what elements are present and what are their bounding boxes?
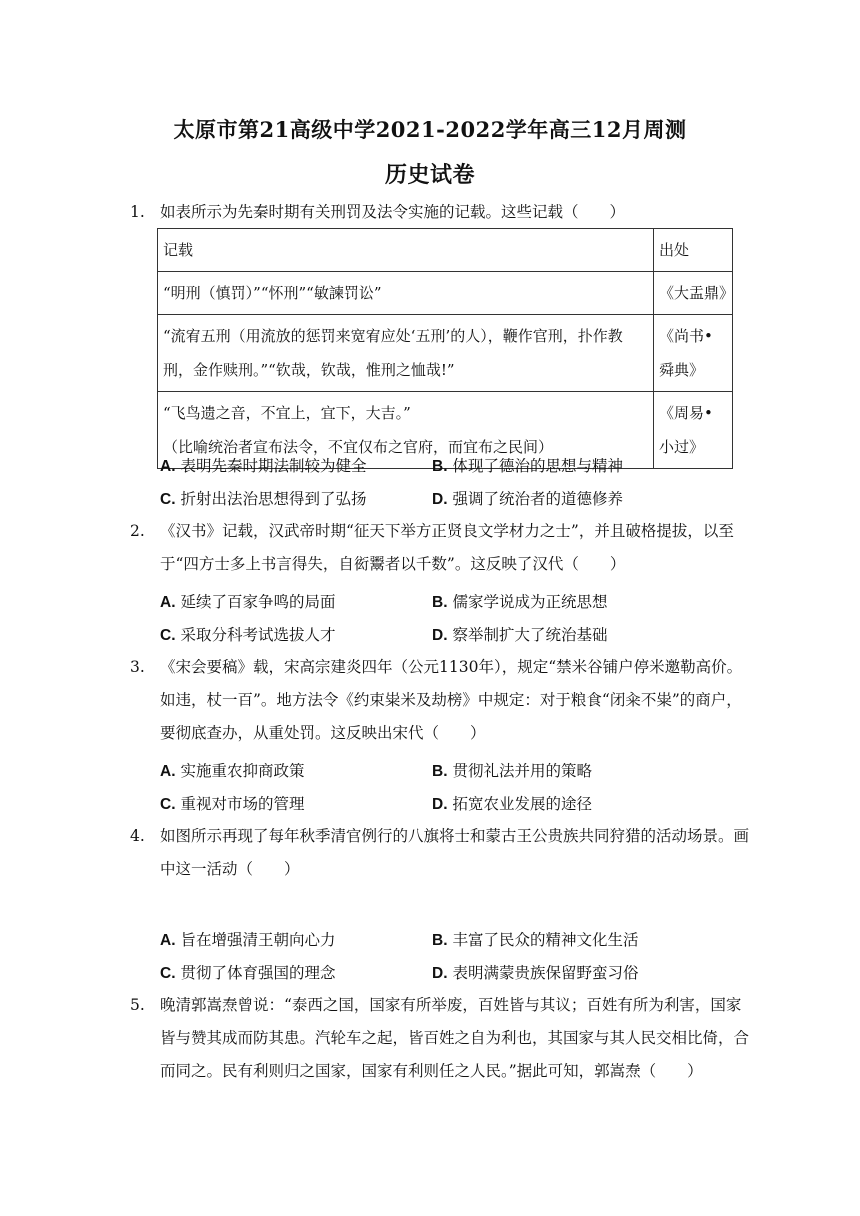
option-c[interactable] bbox=[160, 961, 335, 983]
question-1 bbox=[130, 196, 750, 229]
records-table bbox=[157, 228, 733, 469]
option-text: 察举制扩大了统治基础 bbox=[452, 626, 608, 644]
table-cell-line: “飞鸟遗之音，不宜上，宜下，大吉。” bbox=[163, 404, 411, 422]
table-cell: 《尚书•舜典》 bbox=[654, 315, 733, 392]
question-number: 5. bbox=[130, 996, 145, 1014]
question-stem-line: 如图所示再现了每年秋季清官例行的八旗将士和蒙古王公贵族共同狩猎的活动场景。画 bbox=[160, 827, 750, 845]
table-row bbox=[158, 315, 733, 392]
option-d[interactable] bbox=[432, 487, 623, 509]
option-text: 折射出法治思想得到了弘扬 bbox=[180, 490, 367, 508]
question-stem-line: 要彻底查办，从重处罚。这反映出宋代（ ） bbox=[160, 724, 486, 742]
option-letter: B. bbox=[432, 594, 448, 611]
option-letter: C. bbox=[160, 627, 176, 644]
table-cell: “流宥五刑（用流放的惩罚来宽宥应处‘五刑’的人），鞭作官刑，扑作教刑，金作赎刑。”“钦哉，钦哉，惟刑之恤哉!” bbox=[158, 315, 654, 392]
question-number: 3. bbox=[130, 658, 145, 676]
option-text: 重视对市场的管理 bbox=[180, 795, 305, 813]
option-letter: A. bbox=[160, 932, 176, 949]
question-4 bbox=[130, 820, 750, 886]
question-stem: 如表所示为先秦时期有关刑罚及法令实施的记载。这些记载（ ） bbox=[160, 203, 626, 221]
option-text: 拓宽农业发展的途径 bbox=[452, 795, 592, 813]
table-cell: “明刑（慎罚）”“怀刑”“敏諫罚讼” bbox=[158, 272, 654, 315]
table-row bbox=[158, 272, 733, 315]
option-text: 采取分科考试选拔人才 bbox=[180, 626, 336, 644]
question-stem-line: 皆与赞其成而防其患。汽轮车之起，皆百姓之自为利也，其国家与其人民交相比倚，合 bbox=[160, 1029, 750, 1047]
option-text: 体现了德治的思想与精神 bbox=[452, 457, 623, 475]
option-c[interactable] bbox=[160, 623, 335, 645]
question-5 bbox=[130, 989, 750, 1088]
table-header-cell: 记载 bbox=[158, 229, 654, 272]
option-letter: D. bbox=[432, 796, 448, 813]
option-letter: D. bbox=[432, 965, 448, 982]
option-text: 贯彻礼法并用的策略 bbox=[452, 762, 592, 780]
option-text: 旨在增强清王朝向心力 bbox=[180, 931, 336, 949]
option-letter: C. bbox=[160, 965, 176, 982]
option-text: 丰富了民众的精神文化生活 bbox=[452, 931, 639, 949]
option-d[interactable] bbox=[432, 623, 607, 645]
question-stem-line: 《汉书》记载，汉武帝时期“征天下举方正贤良文学材力之士”，并且破格提拔，以至 bbox=[160, 522, 734, 540]
question-stem-line: 晚清郭嵩焘曾说：“泰西之国，国家有所举废，百姓皆与其议；百姓有所为利害，国家 bbox=[160, 996, 742, 1014]
question-2 bbox=[130, 515, 750, 581]
table-cell-line: （比喻统治者宣布法令，不宜仅布之官府，而宜布之民间） bbox=[163, 438, 554, 456]
question-number: 2. bbox=[130, 522, 145, 540]
option-a[interactable] bbox=[160, 759, 304, 781]
option-a[interactable] bbox=[160, 928, 335, 950]
option-a[interactable] bbox=[160, 454, 366, 476]
option-letter: A. bbox=[160, 458, 176, 475]
option-text: 表明满蒙贵族保留野蛮习俗 bbox=[452, 964, 639, 982]
option-text: 延续了百家争鸣的局面 bbox=[180, 593, 336, 611]
option-letter: B. bbox=[432, 932, 448, 949]
table-cell: 《周易•小过》 bbox=[654, 392, 733, 469]
option-letter: A. bbox=[160, 594, 176, 611]
option-letter: C. bbox=[160, 796, 176, 813]
option-text: 贯彻了体育强国的理念 bbox=[180, 964, 336, 982]
table-header-row bbox=[158, 229, 733, 272]
option-b[interactable] bbox=[432, 454, 623, 476]
option-letter: B. bbox=[432, 458, 448, 475]
option-text: 强调了统治者的道德修养 bbox=[452, 490, 623, 508]
option-letter: C. bbox=[160, 491, 176, 508]
document-title: 太原市第21高级中学2021-2022学年高三12月周测 bbox=[173, 117, 687, 142]
option-b[interactable] bbox=[432, 759, 592, 781]
question-stem-line: 于“四方士多上书言得失，自衒鬻者以千数”。这反映了汉代（ ） bbox=[160, 555, 626, 573]
option-b[interactable] bbox=[432, 928, 638, 950]
option-text: 实施重农抑商政策 bbox=[180, 762, 305, 780]
question-stem-line: 如违，杖一百”。地方法令《约束粜米及劫榜》中规定：对于粮食“闭籴不粜”的商户， bbox=[160, 691, 742, 709]
document-subtitle: 历史试卷 bbox=[384, 162, 475, 188]
question-stem-line: 《宋会要稿》载，宋高宗建炎四年（公元1130年），规定“禁米谷铺户停米邀勒高价。 bbox=[160, 658, 743, 676]
question-number: 1. bbox=[130, 203, 145, 221]
option-letter: D. bbox=[432, 491, 448, 508]
option-d[interactable] bbox=[432, 961, 638, 983]
question-stem-line: 中这一活动（ ） bbox=[160, 860, 300, 878]
question-number: 4. bbox=[130, 827, 145, 845]
option-text: 儒家学说成为正统思想 bbox=[452, 593, 608, 611]
option-letter: D. bbox=[432, 627, 448, 644]
option-d[interactable] bbox=[432, 792, 592, 814]
option-b[interactable] bbox=[432, 590, 607, 612]
option-letter: A. bbox=[160, 763, 176, 780]
table-cell: 《大盂鼎》 bbox=[654, 272, 733, 315]
option-a[interactable] bbox=[160, 590, 335, 612]
option-letter: B. bbox=[432, 763, 448, 780]
option-c[interactable] bbox=[160, 792, 304, 814]
table-header-cell: 出处 bbox=[654, 229, 733, 272]
question-3 bbox=[130, 651, 750, 750]
question-stem-line: 而同之。民有利则归之国家，国家有利则任之人民。”据此可知，郭嵩焘（ ） bbox=[160, 1062, 703, 1080]
option-text: 表明先秦时期法制较为健全 bbox=[180, 457, 367, 475]
option-c[interactable] bbox=[160, 487, 366, 509]
